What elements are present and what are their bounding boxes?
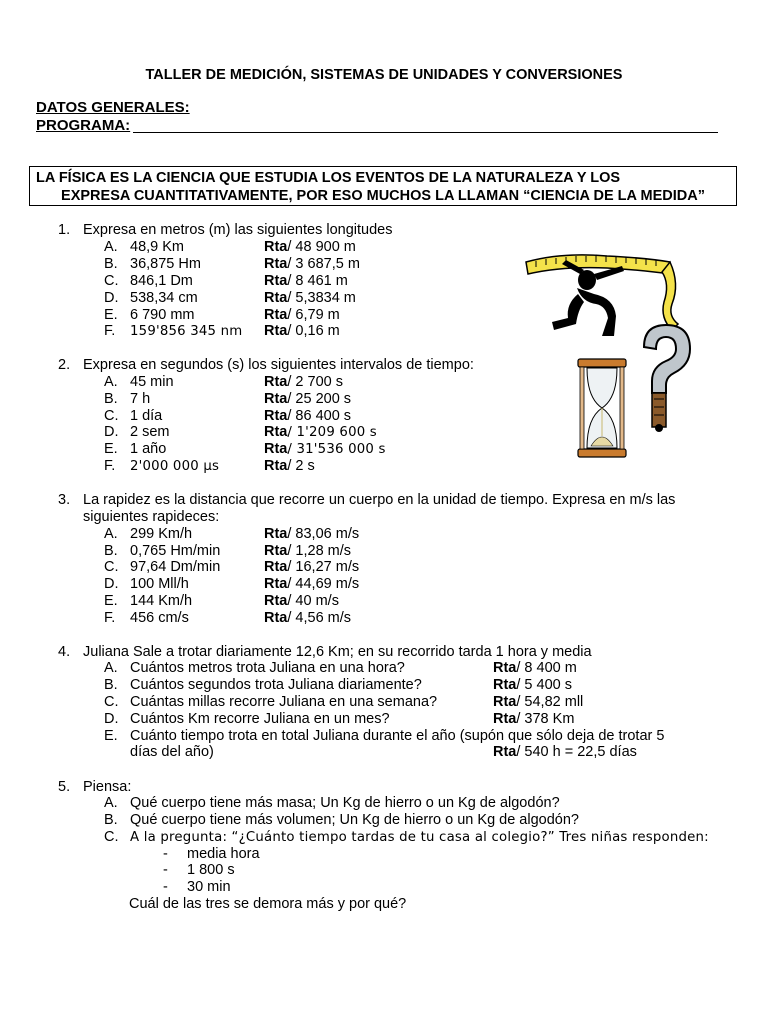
- item-marker: B.: [104, 391, 118, 407]
- answer: Rta/ 1'209 600 s: [264, 424, 377, 440]
- programa-blank-line: [133, 132, 718, 133]
- answer: Rta/ 0,16 m: [264, 323, 340, 339]
- item-marker: C.: [104, 408, 119, 424]
- question-number: 4.: [58, 644, 71, 660]
- item-text: 299 Km/h: [130, 526, 193, 542]
- item-marker: B.: [104, 543, 118, 559]
- item-text: 7 h: [130, 391, 151, 407]
- item-text: 1 día: [130, 408, 163, 424]
- item-text: 0,765 Hm/min: [130, 543, 221, 559]
- item-marker: D.: [104, 424, 119, 440]
- answer: Rta/ 86 400 s: [264, 408, 352, 424]
- item-text: 48,9 Km: [130, 239, 184, 255]
- question-number: 2.: [58, 357, 71, 373]
- item-marker: C.: [104, 829, 119, 845]
- answer: Rta/ 8 400 m: [493, 660, 577, 676]
- item-text: 456 cm/s: [130, 610, 189, 626]
- item-text: 2 sem: [130, 424, 170, 440]
- item-text: días del año): [130, 744, 214, 760]
- item-text: 159'856 345 nm: [130, 324, 243, 339]
- question-number: 1.: [58, 222, 71, 238]
- dash-marker: -: [163, 879, 168, 895]
- answer: Rta/ 5,3834 m: [264, 290, 356, 306]
- item-text: 846,1 Dm: [130, 273, 193, 289]
- item-text: 6 790 mm: [130, 307, 195, 323]
- answer: Rta/ 83,06 m/s: [264, 526, 360, 542]
- item-text: Qué cuerpo tiene más volumen; Un Kg de hierro o un Kg de algodón?: [130, 812, 579, 828]
- item-text: 2'000 000 µs: [130, 459, 220, 474]
- item-text: 45 min: [130, 374, 174, 390]
- question-text: Expresa en segundos (s) los siguientes intervalos de tiempo:: [83, 357, 474, 373]
- intro-line-2: EXPRESA CUANTITATIVAMENTE, POR ESO MUCHOS LA LLAMAN “CIENCIA DE LA MEDIDA”: [61, 188, 705, 204]
- dash-marker: -: [163, 846, 168, 862]
- item-text: 100 Mll/h: [130, 576, 189, 592]
- item-marker: C.: [104, 273, 119, 289]
- intro-line-1: LA FÍSICA ES LA CIENCIA QUE ESTUDIA LOS EVENTOS DE LA NATURALEZA Y LOS: [36, 170, 621, 186]
- hourglass-icon: [577, 358, 627, 458]
- question-text: siguientes rapideces:: [83, 509, 220, 525]
- answer: Rta/ 1,28 m/s: [264, 543, 352, 559]
- question-text: Juliana Sale a trotar diariamente 12,6 Km; en su recorrido tarda 1 hora y media: [83, 644, 592, 660]
- item-text: Cuánto tiempo trota en total Juliana durante el año (supón que sólo deja de trotar 5: [130, 728, 665, 744]
- answer: Rta/ 48 900 m: [264, 239, 356, 255]
- item-marker: B.: [104, 256, 118, 272]
- item-text: 97,64 Dm/min: [130, 559, 221, 575]
- item-marker: E.: [104, 307, 118, 323]
- question-text: Expresa en metros (m) las siguientes longitudes: [83, 222, 393, 238]
- answer: Rta/ 31'536 000 s: [264, 441, 386, 457]
- item-text: Cuántos metros trota Juliana en una hora?: [130, 660, 405, 676]
- item-marker: D.: [104, 576, 119, 592]
- intro-box: [29, 166, 737, 206]
- answer: Rta/ 2 s: [264, 458, 315, 474]
- item-text: A la pregunta: “¿Cuánto tiempo tardas de tu casa al colegio?” Tres niñas responden:: [130, 830, 709, 845]
- question-number: 5.: [58, 779, 71, 795]
- programa-label: PROGRAMA:: [36, 117, 131, 134]
- item-marker: D.: [104, 290, 119, 306]
- item-marker: A.: [104, 526, 118, 542]
- item-text: Cuántas millas recorre Juliana en una semana?: [130, 694, 438, 710]
- item-marker: C.: [104, 694, 119, 710]
- answer: Rta/ 5 400 s: [493, 677, 572, 693]
- answer: Rta/ 540 h = 22,5 días: [493, 744, 637, 760]
- item-text: 36,875 Hm: [130, 256, 201, 272]
- answer: Rta/ 3 687,5 m: [264, 256, 360, 272]
- item-text: Qué cuerpo tiene más masa; Un Kg de hierro o un Kg de algodón?: [130, 795, 560, 811]
- item-marker: F.: [104, 458, 116, 474]
- item-text: Cuántos Km recorre Juliana en un mes?: [130, 711, 390, 727]
- document-title: TALLER DE MEDICIÓN, SISTEMAS DE UNIDADES Y CONVERSIONES: [145, 67, 623, 83]
- item-marker: F.: [104, 610, 116, 626]
- question-mark-icon: [634, 323, 694, 433]
- item-marker: E.: [104, 441, 118, 457]
- answer: Rta/ 25 200 s: [264, 391, 352, 407]
- item-marker: B.: [104, 677, 118, 693]
- answer: Rta/ 16,27 m/s: [264, 559, 360, 575]
- answer: Rta/ 4,56 m/s: [264, 610, 352, 626]
- answer: Rta/ 2 700 s: [264, 374, 343, 390]
- item-text: 1 año: [130, 441, 167, 457]
- item-marker: A.: [104, 239, 118, 255]
- answer: Rta/ 6,79 m: [264, 307, 340, 323]
- item-text: 538,34 cm: [130, 290, 198, 306]
- answer: Rta/ 378 Km: [493, 711, 575, 727]
- answer: Rta/ 54,82 mll: [493, 694, 584, 710]
- item-marker: F.: [104, 323, 116, 339]
- response-text: 30 min: [187, 879, 231, 895]
- item-marker: A.: [104, 374, 118, 390]
- datos-generales-heading: DATOS GENERALES:: [36, 99, 190, 116]
- item-text: Cuántos segundos trota Juliana diariamente?: [130, 677, 422, 693]
- question-text: La rapidez es la distancia que recorre un cuerpo en la unidad de tiempo. Expresa en m/s las: [83, 492, 676, 508]
- item-marker: D.: [104, 711, 119, 727]
- response-text: 1 800 s: [187, 862, 235, 878]
- answer: Rta/ 8 461 m: [264, 273, 348, 289]
- closing-text: Cuál de las tres se demora más y por qué?: [129, 896, 407, 912]
- item-marker: E.: [104, 728, 118, 744]
- response-text: media hora: [187, 846, 260, 862]
- answer: Rta/ 44,69 m/s: [264, 576, 360, 592]
- question-text: Piensa:: [83, 779, 132, 795]
- question-number: 3.: [58, 492, 71, 508]
- item-marker: C.: [104, 559, 119, 575]
- answer: Rta/ 40 m/s: [264, 593, 339, 609]
- item-marker: A.: [104, 795, 118, 811]
- item-marker: A.: [104, 660, 118, 676]
- item-marker: E.: [104, 593, 118, 609]
- item-marker: B.: [104, 812, 118, 828]
- dash-marker: -: [163, 862, 168, 878]
- item-text: 144 Km/h: [130, 593, 193, 609]
